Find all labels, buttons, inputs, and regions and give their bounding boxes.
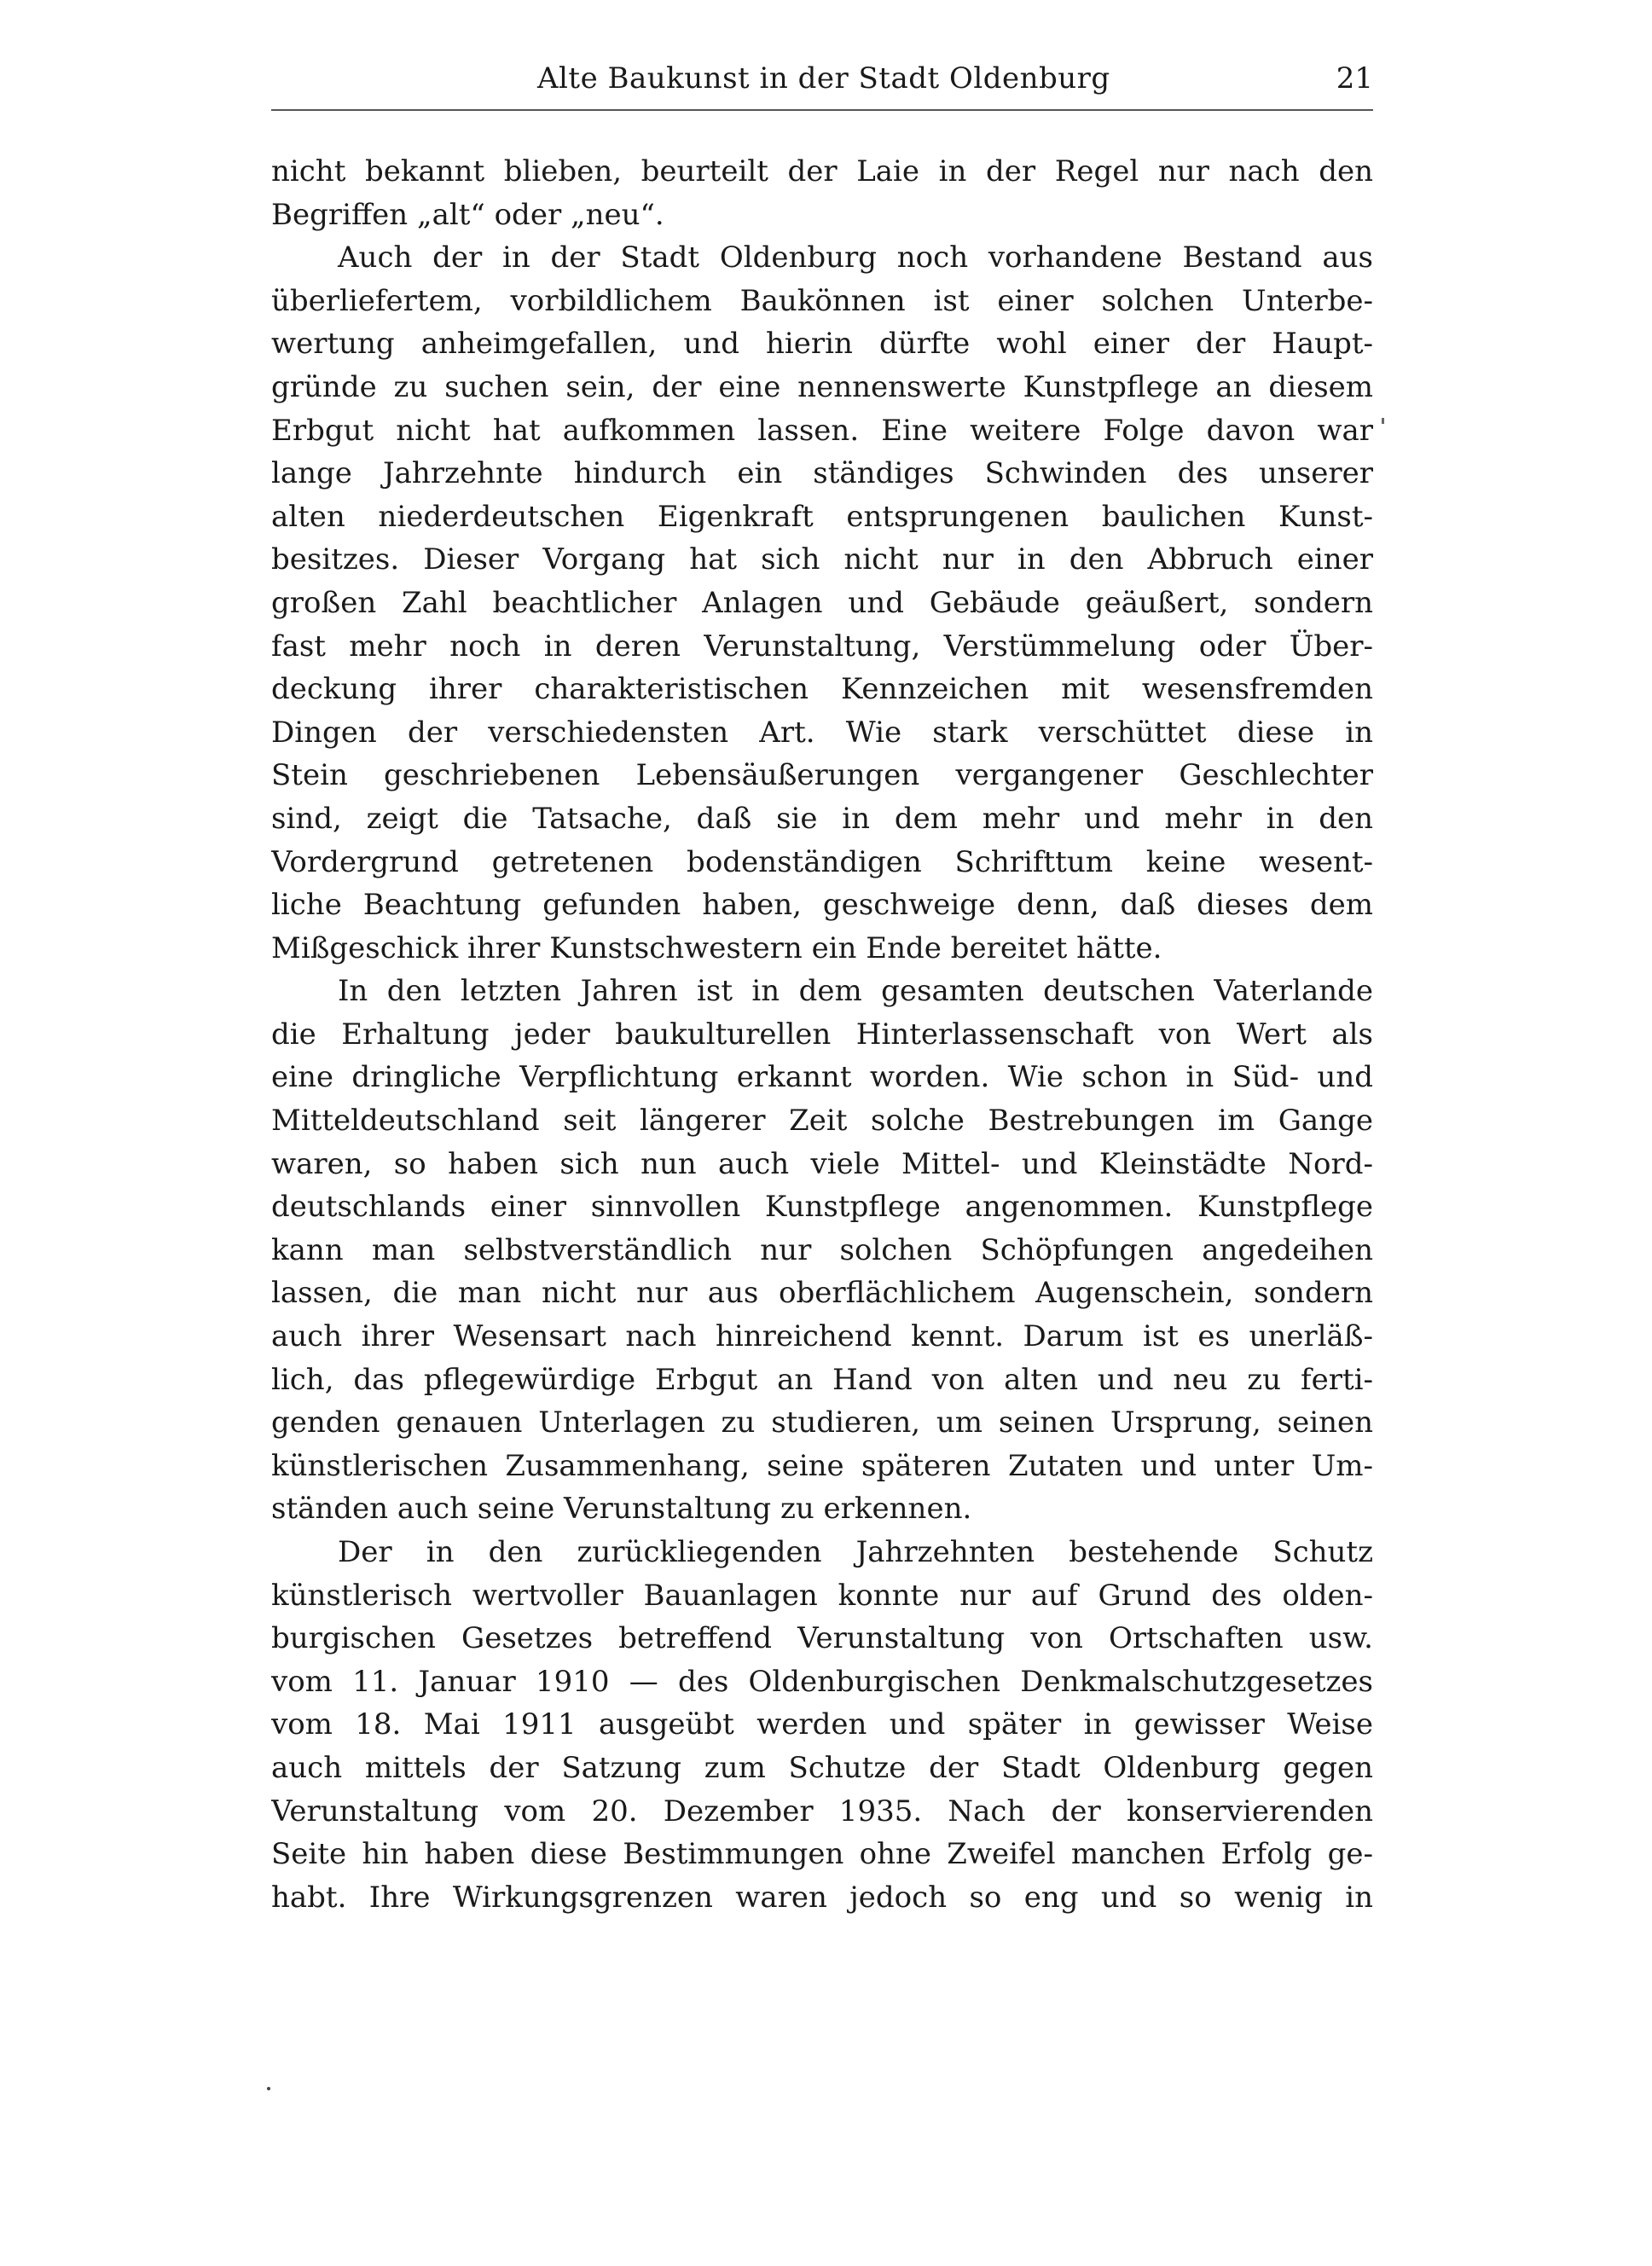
text-line: lange Jahrzehnte hindurch ein ständiges Schwinden des unserer <box>271 456 1373 491</box>
text-line: künstlerisch wertvoller Bauanlagen konnte nur auf Grund des olden- <box>271 1578 1373 1613</box>
text-line: sind, zeigt die Tatsache, daß sie in dem mehr und mehr in den <box>271 801 1373 836</box>
running-title: Alte Baukunst in der Stadt Oldenburg <box>537 61 1110 96</box>
text-line: liche Beachtung gefunden haben, geschweige denn, daß dieses dem <box>271 888 1373 923</box>
page-number: 21 <box>1336 61 1373 96</box>
text-line: Verunstaltung vom 20. Dezember 1935. Nach der konservierenden <box>271 1794 1373 1828</box>
text-line: genden genauen Unterlagen zu studieren, um seinen Ursprung, seinen <box>271 1405 1373 1440</box>
text-line: nicht bekannt blieben, beurteilt der Laie in der Regel nur nach den <box>271 154 1373 188</box>
text-line: deckung ihrer charakteristischen Kennzeichen mit wesensfremden <box>271 672 1373 707</box>
text-line: fast mehr noch in deren Verunstaltung, Verstümmelung oder Über- <box>271 629 1373 664</box>
header-rule <box>271 109 1373 111</box>
text-line: vom 18. Mai 1911 ausgeübt werden und später in gewisser Weise <box>271 1707 1373 1742</box>
body-text <box>271 150 1373 1919</box>
text-line: alten niederdeutschen Eigenkraft entsprungenen baulichen Kunst- <box>271 499 1373 534</box>
print-speck <box>1382 418 1384 424</box>
text-line: Der in den zurückliegenden Jahrzehnten bestehende Schutz <box>338 1535 1373 1569</box>
text-line: überliefertem, vorbildlichem Baukönnen ist einer solchen Unterbe- <box>271 283 1373 318</box>
text-line: Mißgeschick ihrer Kunstschwestern ein Ende bereitet hätte. <box>271 930 1162 965</box>
text-line: die Erhaltung jeder baukulturellen Hinterlassenschaft von Wert als <box>271 1017 1373 1052</box>
text-line: wertung anheimgefallen, und hierin dürfte wohl einer der Haupt- <box>271 327 1373 362</box>
text-line: Vordergrund getretenen bodenständigen Schrifttum keine wesent- <box>271 844 1373 879</box>
text-line: kann man selbstverständlich nur solchen Schöpfungen angedeihen <box>271 1232 1373 1267</box>
text-line: auch ihrer Wesensart nach hinreichend kennt. Darum ist es unerläß- <box>271 1319 1373 1354</box>
text-line: künstlerischen Zusammenhang, seine späteren Zutaten und unter Um- <box>271 1448 1373 1483</box>
text-line: auch mittels der Satzung zum Schutze der Stadt Oldenburg gegen <box>271 1750 1373 1785</box>
text-line: besitzes. Dieser Vorgang hat sich nicht nur in den Abbruch einer <box>271 542 1373 577</box>
text-line: Dingen der verschiedensten Art. Wie stark verschüttet diese in <box>271 715 1373 750</box>
text-line: Erbgut nicht hat aufkommen lassen. Eine weitere Folge davon war <box>271 413 1373 448</box>
text-line: waren, so haben sich nun auch viele Mittel- und Kleinstädte Nord- <box>271 1146 1373 1181</box>
text-line: Auch der in der Stadt Oldenburg noch vorhandene Bestand aus <box>338 241 1373 275</box>
text-line: burgischen Gesetzes betreffend Verunstaltung von Ortschaften usw. <box>271 1621 1373 1656</box>
text-line: ständen auch seine Verunstaltung zu erkennen. <box>271 1492 972 1527</box>
text-line: lich, das pflegewürdige Erbgut an Hand von alten und neu zu ferti- <box>271 1362 1373 1397</box>
text-line: habt. Ihre Wirkungsgrenzen waren jedoch so eng und so wenig in <box>271 1880 1373 1915</box>
text-line: Seite hin haben diese Bestimmungen ohne Zweifel manchen Erfolg ge- <box>271 1837 1373 1872</box>
text-line: gründe zu suchen sein, der eine nennenswerte Kunstpflege an diesem <box>271 369 1373 404</box>
text-line: Stein geschriebenen Lebensäußerungen vergangener Geschlechter <box>271 758 1373 793</box>
print-speck <box>267 2087 270 2090</box>
running-head <box>271 61 1373 113</box>
text-line: eine dringliche Verpflichtung erkannt worden. Wie schon in Süd- und <box>271 1060 1373 1095</box>
text-line: lassen, die man nicht nur aus oberflächlichem Augenschein, sondern <box>271 1276 1373 1311</box>
text-line: deutschlands einer sinnvollen Kunstpflege angenommen. Kunstpflege <box>271 1190 1373 1225</box>
text-line: vom 11. Januar 1910 — des Oldenburgischen Denkmalschutzgesetzes <box>271 1664 1373 1699</box>
text-line: Mitteldeutschland seit längerer Zeit solche Bestrebungen im Gange <box>271 1104 1373 1139</box>
text-line: Begriffen „alt“ oder „neu“. <box>271 197 664 232</box>
text-line: großen Zahl beachtlicher Anlagen und Gebäude geäußert, sondern <box>271 585 1373 620</box>
text-line: In den letzten Jahren ist in dem gesamten deutschen Vaterlande <box>338 974 1373 1009</box>
